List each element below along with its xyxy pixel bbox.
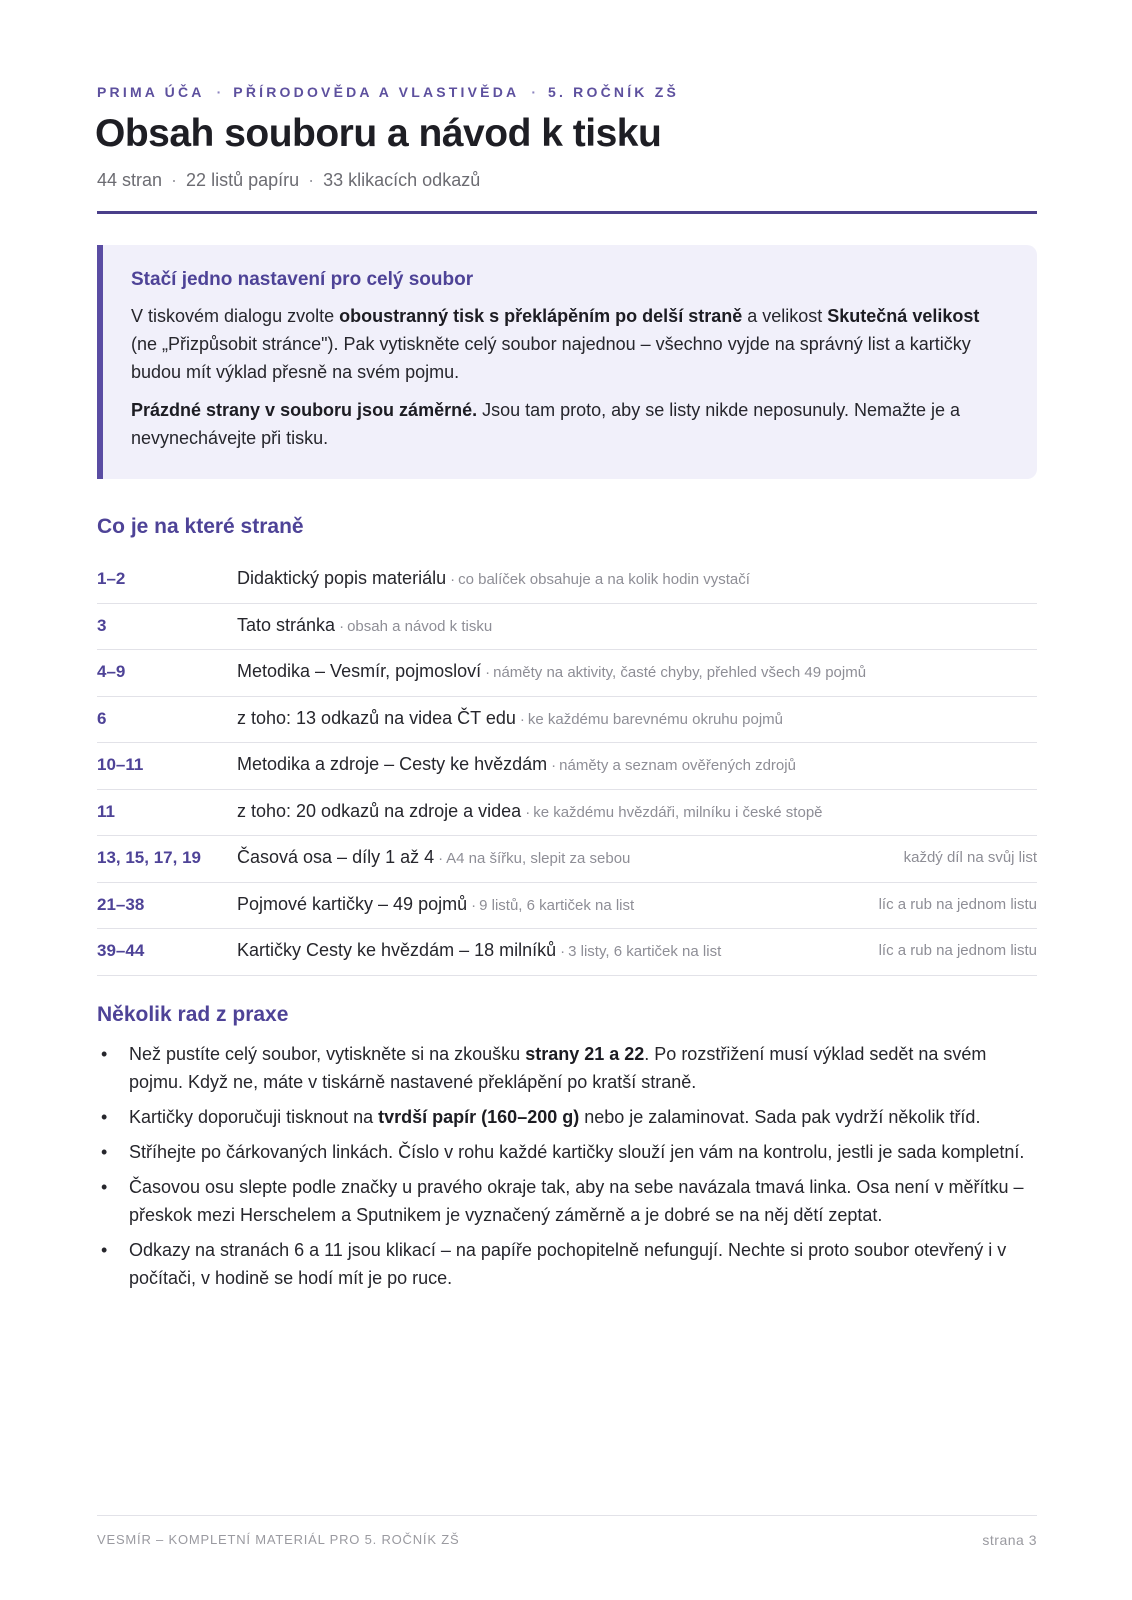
toc-row	[97, 743, 1037, 790]
toc-page-range: 21–38	[97, 894, 145, 914]
eyebrow-grade: 5. ROČNÍK ZŠ	[548, 84, 679, 100]
toc-item-note: · 9 listů, 6 kartiček na list	[471, 896, 635, 914]
bold-text: tvrdší papír (160–200 g)	[378, 1107, 580, 1127]
tip-item	[97, 1103, 1037, 1131]
toc-print-note: každý díl na svůj list	[903, 849, 1037, 866]
callout-paragraph-settings	[131, 302, 1001, 386]
toc-item-title: Metodika a zdroje – Cesty ke hvězdám	[237, 754, 548, 774]
bold-text: oboustranný tisk s překlápěním po delší straně	[339, 306, 743, 326]
bold-text: strany 21 a 22	[525, 1044, 645, 1064]
tip-item	[97, 1236, 1037, 1292]
stat-pages: 44 stran	[97, 170, 163, 190]
toc-item-title: Časová osa – díly 1 až 4	[237, 847, 435, 867]
toc-item-note: · náměty a seznam ověřených zdrojů	[551, 757, 796, 774]
footer-title: VESMÍR – KOMPLETNÍ MATERIÁL PRO 5. ROČNÍK ZŠ	[97, 1532, 460, 1547]
stat-links: 33 klikacích odkazů	[323, 170, 481, 190]
toc-item-note-text: A4 na šířku, slepit za sebou	[446, 850, 631, 867]
text-run: (ne „Přizpůsobit stránce"). Pak vytiskněte celý soubor najednou – všechno vyjde na správný list a kartičky budou mít výklad přesně na svém pojmu.	[131, 334, 971, 382]
callout-paragraph-blank-pages	[131, 396, 1001, 452]
eyebrow-series: PRIMA ÚČA	[97, 84, 205, 100]
toc-description	[237, 615, 492, 636]
toc-item-title: Metodika – Vesmír, pojmosloví	[237, 661, 482, 681]
tips-heading: Několik rad z praxe	[97, 1003, 289, 1026]
toc-item-note-text: náměty a seznam ověřených zdrojů	[559, 757, 796, 774]
toc-item-title: Kartičky Cesty ke hvězdám – 18 milníků	[237, 940, 557, 960]
toc-print-note: líc a rub na jednom listu	[878, 895, 1037, 913]
text-run: V tiskovém dialogu zvolte	[131, 306, 340, 326]
bold-text: Prázdné strany v souboru jsou záměrné.	[131, 400, 478, 420]
toc-row	[97, 697, 1037, 744]
toc-item-title: z toho: 13 odkazů na videa ČT edu	[237, 707, 516, 728]
toc-row	[97, 650, 1037, 697]
toc-description	[237, 894, 634, 915]
toc-row	[97, 790, 1037, 837]
text-run: Než pustíte celý soubor, vytiskněte si na zkoušku	[129, 1044, 526, 1064]
text-run: a velikost	[742, 306, 828, 326]
toc-item-note: · co balíček obsahuje a na kolik hodin vystačí	[450, 571, 750, 588]
eyebrow-subject: PŘÍRODOVĚDA A VLASTIVĚDA	[233, 84, 520, 100]
stat-sheets: 22 listů papíru	[186, 170, 300, 190]
toc-item-note: · 3 listy, 6 kartiček na list	[560, 943, 722, 960]
toc-page-range: 6	[97, 708, 107, 728]
toc-item-title: Didaktický popis materiálu	[237, 568, 447, 588]
toc-table	[97, 557, 1037, 976]
toc-page-range: 13, 15, 17, 19	[97, 848, 201, 867]
header-divider	[97, 211, 1037, 214]
toc-description	[237, 661, 866, 682]
toc-item-title: Pojmové kartičky – 49 pojmů	[237, 893, 468, 914]
text-run: Odkazy na stranách 6 a 11 jsou klikací – na papíře pochopitelně nefungují. Nechte si proto soubor otevřený i v počítači, v hodině se hodí mít je po ruce.	[129, 1240, 1007, 1288]
callout-title: Stačí jedno nastavení pro celý soubor	[131, 269, 474, 290]
toc-item-note: · náměty na aktivity, časté chyby, přehled všech 49 pojmů	[485, 664, 867, 681]
tip-item	[97, 1040, 1037, 1096]
toc-row	[97, 836, 1037, 883]
toc-item-note-text: 3 listy, 6 kartiček na list	[568, 943, 722, 960]
text-run: Jsou tam proto, aby se listy nikde neposunuly. Nemažte je a nevynechávejte při tisku.	[131, 400, 961, 448]
text-run: Kartičky doporučuji tisknout na	[129, 1107, 379, 1127]
bold-text: Skutečná velikost	[827, 306, 980, 326]
toc-item-note-text: 9 listů, 6 kartiček na list	[479, 896, 635, 914]
toc-item-note-text: obsah a návod k tisku	[347, 617, 493, 635]
toc-page-range: 3	[97, 615, 107, 635]
toc-row	[97, 557, 1037, 604]
print-settings-callout	[97, 245, 1037, 479]
toc-page-range: 11	[97, 801, 115, 821]
toc-page-range: 1–2	[97, 569, 126, 588]
toc-description	[237, 754, 796, 775]
footer-divider	[97, 1515, 1037, 1516]
toc-item-note-text: ke každému barevnému okruhu pojmů	[527, 710, 783, 728]
eyebrow: PRIMA ÚČA · PŘÍRODOVĚDA A VLASTIVĚDA · 5. ROČNÍK ZŠ	[97, 84, 679, 100]
toc-item-note: · ke každému hvězdáři, milníku i české stopě	[525, 803, 823, 821]
toc-item-title: Tato stránka	[237, 614, 336, 635]
toc-description	[237, 568, 750, 589]
toc-row	[97, 929, 1037, 976]
toc-page-range: 39–44	[97, 941, 145, 960]
toc-row	[97, 604, 1037, 651]
toc-description	[237, 847, 630, 868]
tip-item	[97, 1138, 1037, 1166]
toc-item-note: · A4 na šířku, slepit za sebou	[438, 850, 631, 867]
toc-item-note-text: ke každému hvězdáři, milníku i české stopě	[533, 803, 823, 821]
toc-description	[237, 708, 783, 729]
toc-item-note: · obsah a návod k tisku	[339, 617, 493, 635]
text-run: nebo je zalaminovat. Sada pak vydrží několik tříd.	[579, 1107, 981, 1127]
tip-item	[97, 1173, 1037, 1229]
tips-list	[97, 1040, 1037, 1299]
toc-description	[237, 940, 721, 961]
text-run: Stříhejte po čárkovaných linkách. Číslo v rohu každé kartičky slouží jen vám na kontrolu, jestli je sada kompletní.	[129, 1142, 1025, 1162]
toc-item-note-text: náměty na aktivity, časté chyby, přehled všech 49 pojmů	[493, 664, 867, 681]
toc-page-range: 10–11	[97, 755, 144, 774]
toc-item-note-text: co balíček obsahuje a na kolik hodin vystačí	[458, 571, 750, 588]
toc-item-note: · ke každému barevnému okruhu pojmů	[519, 710, 783, 728]
toc-page-range: 4–9	[97, 662, 126, 681]
document-stats: 44 stran · 22 listů papíru · 33 klikacích odkazů	[97, 170, 481, 190]
toc-heading: Co je na které straně	[97, 515, 304, 538]
toc-row	[97, 883, 1037, 930]
page-title: Obsah souboru a návod k tisku	[95, 112, 662, 155]
text-run: Časovou osu slepte podle značky u pravého okraje tak, aby na sebe navázala tmavá linka. Osa není v měřítku – přeskok mezi Herschelem a Sputnikem je vyznačený záměrně a je dobré se na něj dětí zeptat.	[129, 1177, 1024, 1225]
toc-description	[237, 801, 823, 822]
toc-item-title: z toho: 20 odkazů na zdroje a videa	[237, 800, 522, 821]
page-number: strana 3	[982, 1532, 1037, 1548]
text-run: . Po rozstřižení musí výklad sedět na svém pojmu. Když ne, máte v tiskárně nastavené překlápění po kratší straně.	[129, 1044, 987, 1092]
toc-print-note: líc a rub na jednom listu	[878, 942, 1037, 959]
